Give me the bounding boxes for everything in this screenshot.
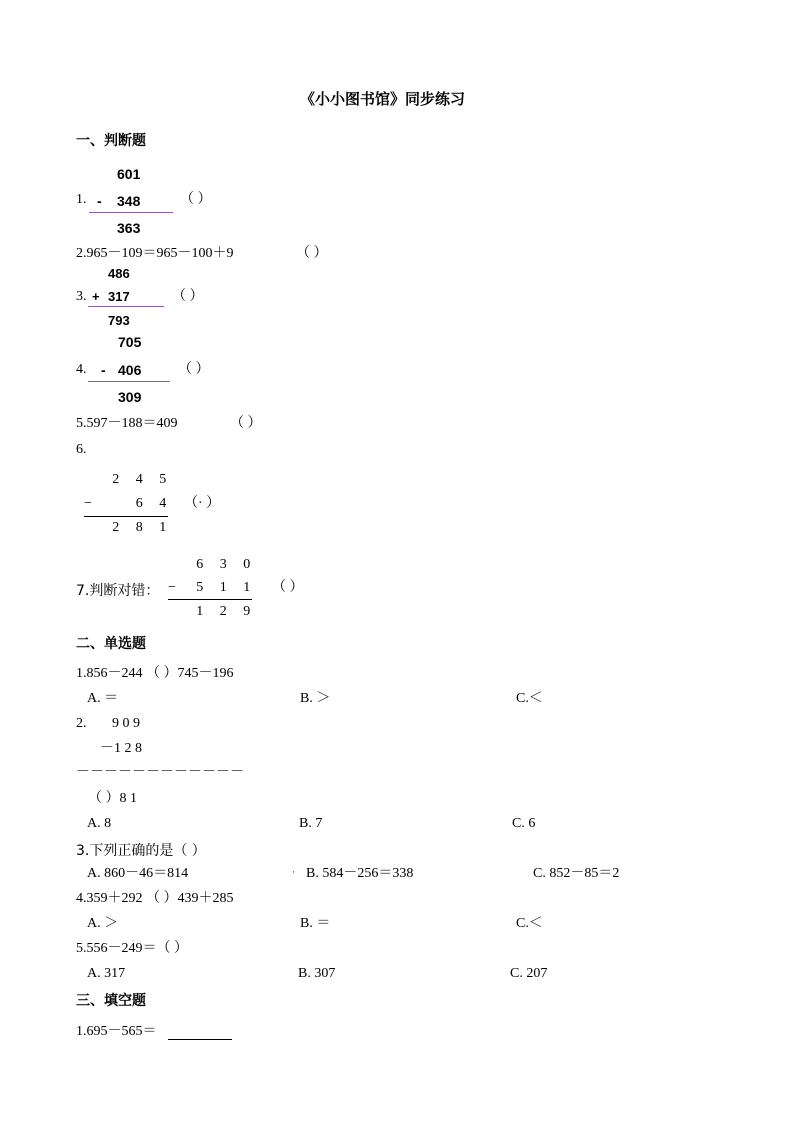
c2-number-label: 2. — [76, 716, 87, 731]
q6-digit: 4 — [135, 472, 143, 487]
c5-option-a[interactable]: A. 317 — [87, 966, 126, 981]
q6-operator: − — [84, 496, 92, 511]
q3-number-label: 3. — [76, 289, 87, 304]
q7-sum-line — [168, 599, 252, 600]
q3-top-number: 486 — [108, 266, 130, 281]
q1-sum-line — [89, 212, 173, 213]
c2-option-c[interactable]: C. 6 — [512, 816, 536, 831]
q6-digit: 6 — [135, 496, 143, 511]
c2-dash-line: －－－－－－－－－－－－ — [76, 765, 244, 780]
q6-digit: 5 — [159, 472, 167, 487]
c2-result: （ ）8 1 — [88, 791, 137, 806]
c1-stem: 1.856－244 （ ）745－196 — [76, 666, 234, 681]
c2-option-a[interactable]: A. 8 — [87, 816, 112, 831]
q4-number-label: 4. — [76, 362, 87, 377]
q1-middle-number: 348 — [117, 193, 141, 209]
q7-digit: 1 — [196, 604, 204, 619]
q7-row-1 — [188, 557, 259, 573]
q7-answer-paren[interactable]: （ ） — [272, 580, 304, 595]
c5-option-b[interactable]: B. 307 — [298, 966, 336, 981]
q1-answer-paren[interactable]: （ ） — [180, 192, 212, 207]
q6-number-label: 6. — [76, 442, 87, 457]
q1-result-number: 363 — [117, 220, 141, 236]
c3-option-a[interactable]: A. 860－46＝814 — [87, 866, 189, 881]
q7-digit: 2 — [219, 604, 227, 619]
c4-stem: 4.359＋292 （ ）439＋285 — [76, 891, 234, 906]
c5-option-c[interactable]: C. 207 — [510, 966, 548, 981]
page-title: 《小小图书馆》同步练习 — [300, 90, 466, 108]
q3-operator: + — [92, 289, 100, 304]
section-heading-choice: 二、单选题 — [76, 636, 146, 652]
q3-answer-paren[interactable]: （ ） — [172, 289, 204, 304]
q7-digit: 1 — [219, 580, 227, 595]
q5-text: 5.597－188＝409 — [76, 416, 178, 431]
q6-answer-paren[interactable]: （· ） — [184, 496, 221, 511]
q7-digit: 3 — [219, 557, 227, 572]
c1-option-b[interactable]: B. ＞ — [300, 691, 331, 706]
q4-operator: - — [101, 362, 106, 378]
q2-text: 2.965－109＝965－100＋9 — [76, 246, 234, 261]
q1-operator: - — [97, 193, 102, 209]
q7-digit: 1 — [243, 580, 251, 595]
c4-option-c[interactable]: C.＜ — [516, 916, 543, 931]
c3-stray-dot: · — [292, 867, 295, 877]
f1-stem: 1.695－565＝ — [76, 1024, 157, 1039]
q5-answer-paren[interactable]: （ ） — [230, 416, 262, 431]
q7-label: 7.判断对错： — [76, 583, 160, 599]
q6-digit: 1 — [159, 520, 167, 535]
c5-stem: 5.556－249＝（ ） — [76, 941, 188, 956]
q1-top-number: 601 — [117, 166, 141, 182]
c1-option-c[interactable]: C.＜ — [516, 691, 543, 706]
q4-result-number: 309 — [118, 389, 142, 405]
c3-option-b[interactable]: B. 584－256＝338 — [306, 866, 414, 881]
f1-answer-blank[interactable] — [168, 1039, 232, 1040]
q6-digit: 2 — [112, 520, 120, 535]
q4-middle-number: 406 — [118, 362, 142, 378]
q4-top-number: 705 — [118, 334, 142, 350]
c3-option-c[interactable]: C. 852－85＝2 — [533, 866, 620, 881]
q7-digit: 9 — [243, 604, 251, 619]
q6-digit: 4 — [159, 496, 167, 511]
section-heading-judge: 一、判断题 — [76, 133, 146, 149]
q7-row-2 — [188, 580, 259, 596]
c3-stem: 3.下列正确的是（ ） — [76, 843, 206, 859]
q1-number-label: 1. — [76, 192, 87, 207]
q3-middle-number: 317 — [108, 289, 130, 304]
q6-row-2 — [104, 496, 175, 512]
q6-row-3 — [104, 520, 175, 536]
section-heading-fill: 三、填空题 — [76, 993, 146, 1009]
q4-sum-line — [88, 381, 170, 382]
q6-digit: 8 — [135, 520, 143, 535]
q7-digit: 5 — [196, 580, 204, 595]
c2-option-b[interactable]: B. 7 — [299, 816, 323, 831]
q3-result-number: 793 — [108, 313, 130, 328]
q6-sum-line — [84, 516, 168, 517]
c2-middle-number: －1 2 8 — [100, 741, 142, 756]
c4-option-b[interactable]: B. ＝ — [300, 916, 331, 931]
q2-answer-paren[interactable]: （ ） — [296, 246, 328, 261]
c4-option-a[interactable]: A. ＞ — [87, 916, 119, 931]
q4-answer-paren[interactable]: （ ） — [178, 362, 210, 377]
q7-operator: − — [168, 580, 176, 595]
q7-digit: 6 — [196, 557, 204, 572]
q7-row-3 — [188, 604, 259, 620]
q3-sum-line — [88, 306, 164, 307]
q6-digit: 2 — [112, 472, 120, 487]
q6-row-1 — [104, 472, 175, 488]
c2-top-number: 9 0 9 — [112, 716, 140, 731]
c1-option-a[interactable]: A. ＝ — [87, 691, 119, 706]
q7-digit: 0 — [243, 557, 251, 572]
